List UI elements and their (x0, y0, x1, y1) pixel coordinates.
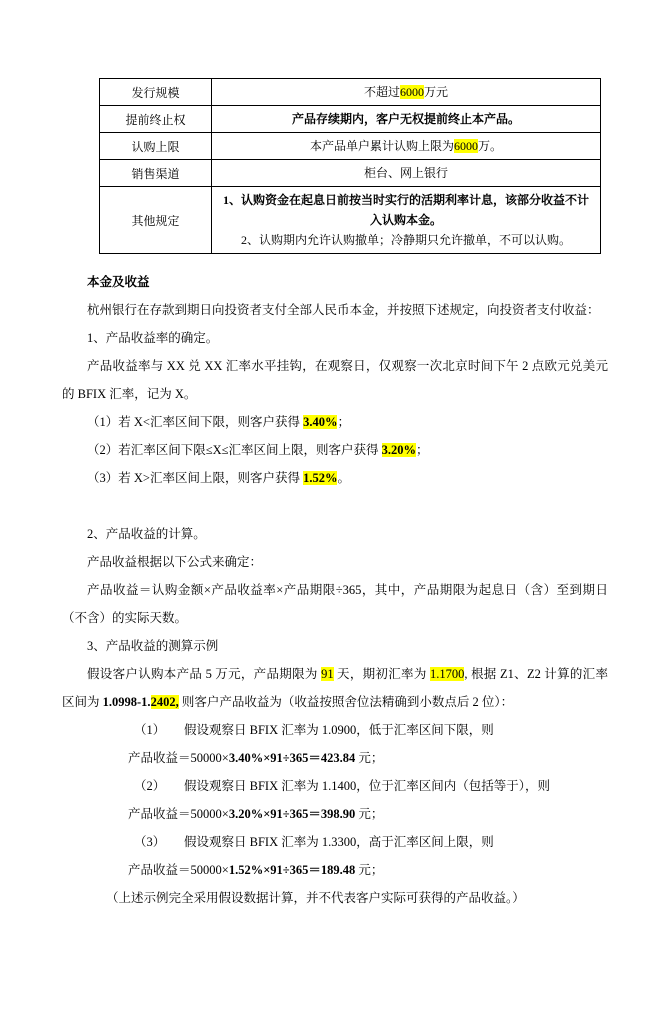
text-segment: 产品收益根据以下公式来确定： (87, 555, 263, 569)
highlighted-text: 6000 (454, 139, 478, 153)
table-value-cell (212, 106, 601, 133)
text-segment: 产品收益＝50000× (128, 863, 229, 877)
table-value-line (218, 136, 594, 156)
table-label-cell: 认购上限 (100, 133, 212, 160)
text-segment: 1、产品收益率的确定。 (87, 331, 219, 345)
text-segment: 元； (355, 807, 384, 821)
text-segment: （2） 假设观察日 BFIX 汇率为 1.1400，位于汇率区间内（包括等于），则 (134, 779, 550, 793)
text-segment: 元； (355, 751, 384, 765)
text-segment: 天，期初汇率为 (333, 667, 431, 681)
paragraph (62, 632, 608, 660)
table-label-cell: 发行规模 (100, 79, 212, 106)
text-segment: 杭州银行在存款到期日向投资者支付全部人民币本金，并按照下述规定，向投资者支付收益： (87, 303, 600, 317)
table-value-cell (212, 133, 601, 160)
text-segment: （上述示例完全采用假设数据计算，并不代表客户实际可获得的产品收益。） (106, 891, 525, 905)
text-segment: 万元 (424, 85, 449, 99)
paragraph (62, 296, 608, 324)
text-segment: 1、认购资金在起息日前按当时实行的活期利率计息，该部分收益不计入认购本金。 (222, 193, 589, 227)
table-label-cell: 提前终止权 (100, 106, 212, 133)
table-value-line (218, 109, 594, 129)
paragraph (62, 324, 608, 352)
text-segment: 产品存续期内，客户无权提前终止本产品。 (291, 112, 520, 126)
paragraph (62, 576, 608, 632)
table-value-line (218, 82, 594, 102)
table-row (100, 160, 601, 187)
paragraph (62, 828, 608, 856)
table-row (100, 133, 601, 160)
paragraph (62, 716, 608, 744)
product-terms-table (99, 78, 601, 254)
text-segment: , 根据 Z1、Z2 计算的汇率区间为 (62, 667, 608, 709)
text-segment: 假设客户认购本产品 5 万元，产品期限为 (87, 667, 322, 681)
paragraph (62, 352, 608, 408)
text-segment: 产品收益率与 XX 兑 XX 汇率水平挂钩，在观察日，仅观察一次北京时间下午 2 点欧元兑美元的 BFIX 汇率，记为 X。 (62, 359, 608, 401)
highlighted-text: 1.52% (303, 471, 338, 485)
highlighted-text: 3.40% (303, 415, 338, 429)
text-segment: 3.20%×91÷365＝398.90 (228, 807, 356, 821)
table-value-line (218, 163, 594, 183)
product-table-body (100, 79, 601, 254)
paragraph (62, 884, 608, 912)
paragraph (62, 548, 608, 576)
highlighted-text: 6000 (400, 85, 424, 99)
paragraph (62, 800, 608, 828)
text-segment: 2、产品收益的计算。 (87, 527, 206, 541)
paragraph (62, 660, 608, 716)
table-value-cell (212, 187, 601, 254)
text-segment: 3.40%×91÷365＝423.84 (228, 751, 356, 765)
highlighted-text: 3.20% (381, 443, 416, 457)
text-segment: 1.0998-1. (102, 695, 151, 709)
text-segment: 则客户产品收益为（收益按照舍位法精确到小数点后 2 位）： (178, 695, 514, 709)
paragraph (62, 772, 608, 800)
text-segment: 本产品单户累计认购上限为 (309, 139, 454, 153)
text-segment: 产品收益＝50000× (128, 751, 229, 765)
text-segment: （3）若 X>汇率区间上限，则客户获得 (87, 471, 304, 485)
highlighted-text: 1.1700 (430, 667, 465, 681)
paragraph (62, 436, 608, 464)
text-segment: 1.52%×91÷365＝189.48 (228, 863, 356, 877)
paragraph (62, 464, 608, 492)
table-label-cell: 其他规定 (100, 187, 212, 254)
text-segment: 元； (355, 863, 384, 877)
text-segment: 产品收益＝认购金额×产品收益率×产品期限÷365，其中，产品期限为起息日（含）至到期日（不含）的实际天数。 (62, 583, 608, 625)
text-segment: ； (416, 443, 429, 457)
paragraph (62, 520, 608, 548)
paragraph-container (62, 296, 608, 912)
text-segment: 。 (337, 471, 350, 485)
table-row (100, 187, 601, 254)
table-value-line (218, 190, 594, 230)
text-segment: （2）若汇率区间下限≤X≤汇率区间上限，则客户获得 (87, 443, 382, 457)
paragraph (62, 744, 608, 772)
text-segment: 3、产品收益的测算示例 (87, 639, 219, 653)
table-value-cell (212, 79, 601, 106)
highlighted-text: 2402, (150, 695, 179, 709)
document-body (0, 254, 662, 912)
section-heading: 本金及收益 (87, 275, 150, 289)
paragraph (62, 408, 608, 436)
text-segment: （3） 假设观察日 BFIX 汇率为 1.3300，高于汇率区间上限，则 (134, 835, 494, 849)
table-row (100, 79, 601, 106)
text-segment: （1）若 X<汇率区间下限，则客户获得 (87, 415, 304, 429)
table-value-cell (212, 160, 601, 187)
text-segment: 不超过 (363, 85, 400, 99)
paragraph (62, 856, 608, 884)
highlighted-text: 91 (321, 667, 334, 681)
document-page (0, 78, 662, 1014)
table-row (100, 106, 601, 133)
text-segment: ； (337, 415, 350, 429)
table-label-cell: 销售渠道 (100, 160, 212, 187)
text-segment: 柜台、网上银行 (363, 166, 448, 180)
table-value-line (218, 230, 594, 250)
text-segment: 万。 (478, 139, 503, 153)
text-segment: 产品收益＝50000× (128, 807, 229, 821)
text-segment: 2、认购期内允许认购撤单；冷静期只允许撤单，不可以认购。 (240, 233, 571, 247)
text-segment: （1） 假设观察日 BFIX 汇率为 1.0900，低于汇率区间下限，则 (134, 723, 494, 737)
